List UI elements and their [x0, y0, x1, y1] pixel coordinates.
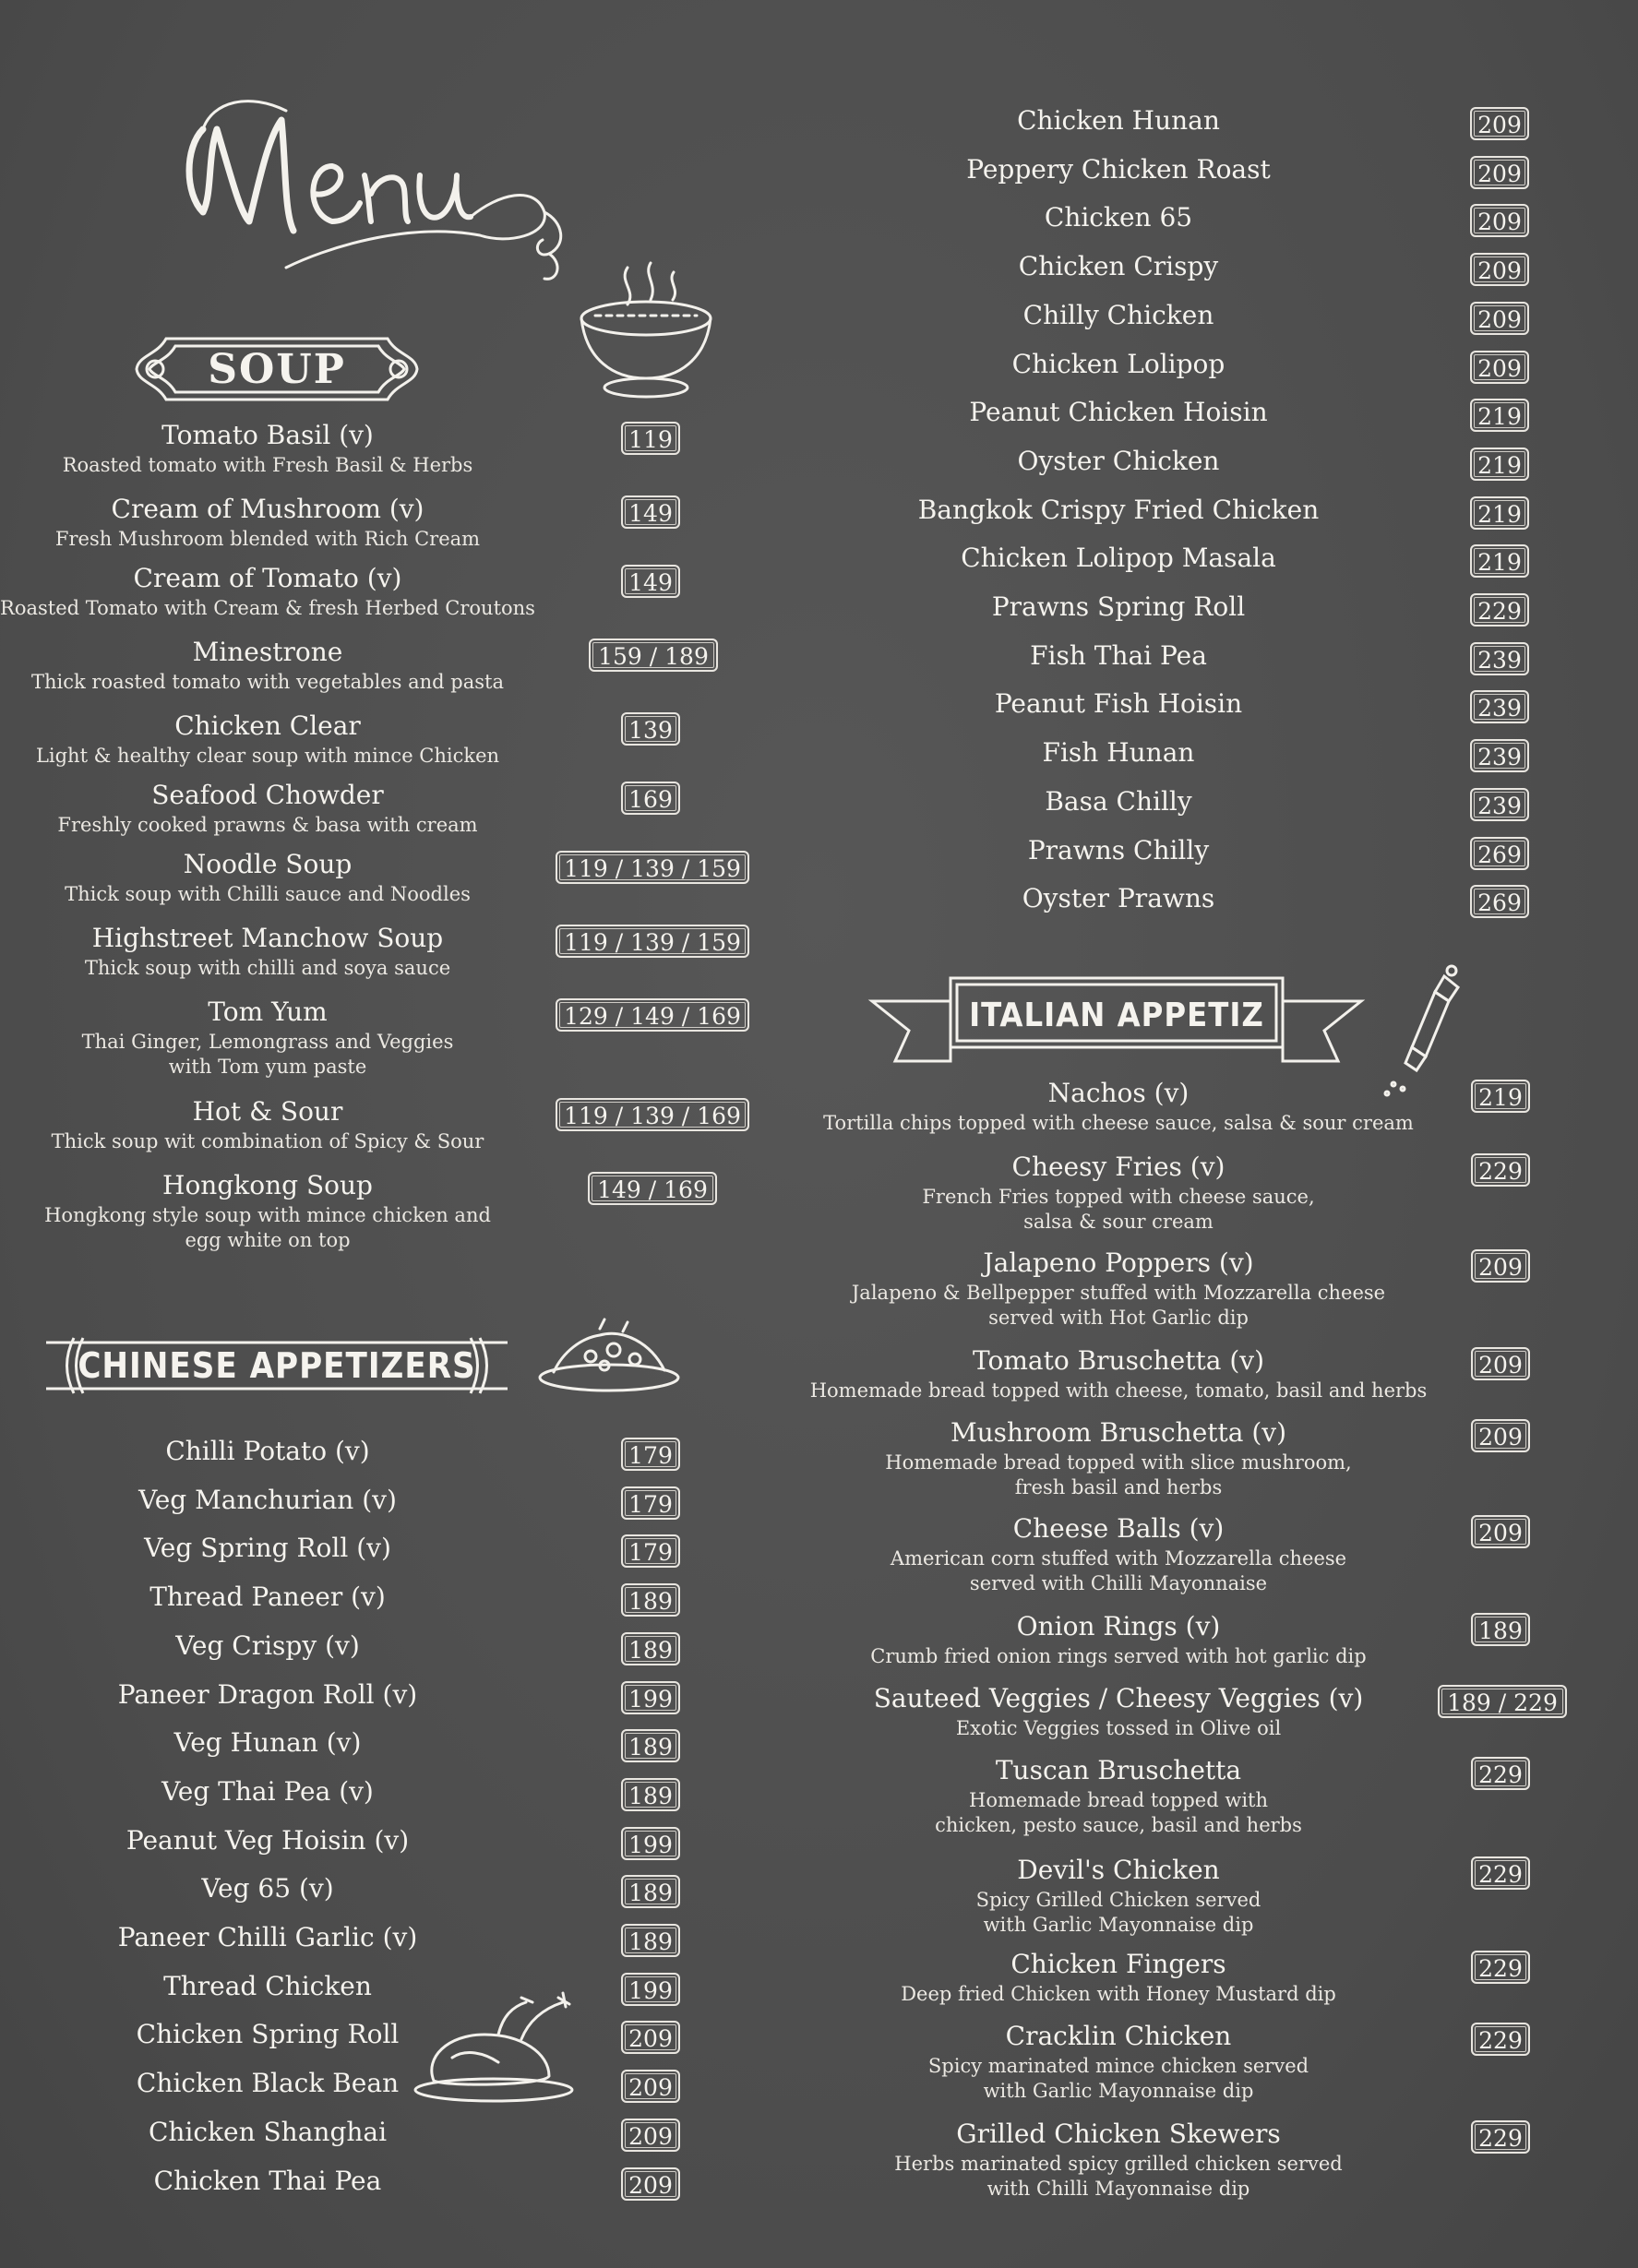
item-price: 169 — [621, 782, 680, 815]
item-name: Chicken Clear — [174, 710, 361, 741]
soup-section-title: SOUP — [208, 345, 346, 393]
item-description: Hongkong style soup with mince chicken and — [44, 1204, 491, 1226]
item-name: Tomato Basil (v) — [161, 420, 374, 450]
item-name: Veg Manchurian (v) — [138, 1485, 397, 1515]
item-description: with Garlic Mayonnaise dip — [983, 1914, 1254, 1936]
item-price: 179 — [621, 1534, 680, 1568]
item-price: 149 — [621, 565, 680, 598]
item-name: Prawns Chilly — [1027, 835, 1210, 865]
chinese-section-header — [37, 1329, 517, 1403]
item-name: Mushroom Bruschetta (v) — [950, 1417, 1287, 1448]
item-description: Tortilla chips topped with cheese sauce, salsa & sour cream — [823, 1112, 1414, 1134]
item-name: Tom Yum — [208, 997, 328, 1027]
item-price: 209 — [1470, 204, 1529, 237]
item-price: 119 / 139 / 159 — [556, 851, 749, 884]
item-price: 229 — [1471, 2120, 1530, 2154]
item-name: Sauteed Veggies / Cheesy Veggies (v) — [873, 1683, 1364, 1713]
item-name: Veg Crispy (v) — [175, 1630, 360, 1661]
item-name: Onion Rings (v) — [1016, 1611, 1221, 1641]
item-price: 219 — [1470, 448, 1529, 481]
item-name: Veg Thai Pea (v) — [161, 1776, 374, 1807]
item-name: Prawns Spring Roll — [991, 591, 1246, 622]
item-description: Roasted Tomato with Cream & fresh Herbed Croutons — [0, 597, 535, 619]
item-description: Thick soup with chilli and soya sauce — [84, 957, 451, 979]
item-name: Chicken Spring Roll — [136, 2019, 400, 2049]
item-description: served with Chilli Mayonnaise — [969, 1572, 1268, 1594]
item-description: Fresh Mushroom blended with Rich Cream — [54, 528, 481, 550]
item-description: Homemade bread topped with slice mushroom, — [885, 1451, 1352, 1474]
item-name: Chicken Shanghai — [148, 2117, 388, 2147]
item-price: 209 — [1471, 1419, 1530, 1452]
item-description: Thick roasted tomato with vegetables and pasta — [31, 671, 504, 693]
item-price: 269 — [1470, 885, 1529, 918]
item-description: Light & healthy clear soup with mince Chicken — [35, 745, 500, 767]
menu-script-icon — [175, 83, 591, 286]
item-description: Exotic Veggies tossed in Olive oil — [955, 1717, 1282, 1739]
item-price: 209 — [1471, 1249, 1530, 1283]
chinese-section-title: CHINESE APPETIZERS — [78, 1345, 476, 1386]
item-name: Chicken 65 — [1044, 202, 1193, 233]
item-price: 199 — [621, 1827, 680, 1860]
item-price: 209 — [621, 2119, 680, 2152]
item-description: egg white on top — [185, 1229, 351, 1251]
item-description: Thick soup wit combination of Spicy & Sour — [51, 1130, 484, 1152]
item-price: 189 — [621, 1875, 680, 1908]
item-name: Chilly Chicken — [1022, 300, 1214, 330]
item-price: 189 — [621, 1583, 680, 1617]
item-description: with Chilli Mayonnaise dip — [986, 2178, 1250, 2200]
item-price: 239 — [1470, 739, 1529, 772]
item-name: Devil's Chicken — [1017, 1855, 1220, 1885]
item-name: Chicken Lolipop Masala — [961, 543, 1276, 573]
item-price: 209 — [1470, 253, 1529, 286]
item-description: Thick soup with Chilli sauce and Noodles — [65, 883, 471, 905]
item-price: 139 — [621, 712, 680, 746]
item-price: 209 — [1470, 351, 1529, 384]
item-price: 189 — [621, 1778, 680, 1811]
item-name: Highstreet Manchow Soup — [91, 923, 444, 953]
item-price: 229 — [1471, 1757, 1530, 1790]
item-price: 119 — [621, 422, 680, 455]
item-price: 119 / 139 / 159 — [556, 925, 749, 958]
item-name: Thread Chicken — [163, 1971, 372, 2001]
item-name: Cracklin Chicken — [1005, 2021, 1232, 2051]
item-price: 239 — [1470, 690, 1529, 723]
item-description: Crumb fried onion rings served with hot garlic dip — [870, 1645, 1367, 1667]
item-name: Jalapeno Poppers (v) — [983, 1247, 1254, 1278]
italian-section-header — [867, 973, 1366, 1075]
item-description: chicken, pesto sauce, basil and herbs — [935, 1814, 1302, 1836]
menu-title — [175, 83, 591, 286]
item-price: 209 — [1470, 302, 1529, 335]
item-price: 219 — [1471, 1080, 1530, 1113]
item-price: 209 — [621, 2070, 680, 2103]
item-name: Tomato Bruschetta (v) — [972, 1345, 1265, 1376]
item-price: 209 — [1471, 1347, 1530, 1380]
item-price: 159 / 189 — [589, 639, 718, 672]
soup-bowl-icon — [577, 258, 715, 406]
item-name: Grilled Chicken Skewers — [956, 2119, 1281, 2149]
item-description: Freshly cooked prawns & basa with cream — [57, 814, 478, 836]
item-price: 269 — [1470, 837, 1529, 870]
soup-section-header — [129, 328, 424, 411]
item-description: salsa & sour cream — [1023, 1211, 1214, 1233]
item-price: 229 — [1471, 1951, 1530, 1984]
item-name: Veg 65 (v) — [201, 1873, 334, 1904]
item-price: 179 — [621, 1438, 680, 1471]
item-price: 209 — [621, 2167, 680, 2201]
item-name: Peppery Chicken Roast — [966, 154, 1271, 185]
item-price: 209 — [1470, 156, 1529, 189]
item-price: 209 — [1471, 1515, 1530, 1548]
item-price: 129 / 149 / 169 — [556, 998, 749, 1032]
item-name: Chicken Thai Pea — [153, 2166, 382, 2196]
item-description: Homemade bread topped with cheese, tomato, basil and herbs — [809, 1379, 1428, 1402]
item-name: Thread Paneer (v) — [149, 1582, 386, 1612]
item-name: Noodle Soup — [183, 849, 353, 879]
item-price: 189 — [1471, 1613, 1530, 1646]
item-price: 189 — [621, 1924, 680, 1957]
item-price: 149 — [621, 495, 680, 529]
item-price: 189 / 229 — [1438, 1685, 1567, 1718]
item-price: 209 — [1470, 107, 1529, 140]
item-name: Basa Chilly — [1045, 786, 1192, 817]
item-name: Hot & Sour — [192, 1096, 343, 1127]
item-name: Chilli Potato (v) — [165, 1436, 370, 1466]
item-price: 119 / 139 / 169 — [556, 1098, 749, 1131]
item-price: 229 — [1471, 1856, 1530, 1890]
item-name: Chicken Black Bean — [136, 2068, 400, 2098]
item-name: Chicken Hunan — [1017, 105, 1220, 136]
item-name: Chicken Crispy — [1018, 251, 1219, 281]
item-price: 189 — [621, 1632, 680, 1665]
item-price: 149 / 169 — [588, 1172, 717, 1205]
item-name: Bangkok Crispy Fried Chicken — [917, 495, 1320, 525]
item-name: Seafood Chowder — [151, 780, 384, 810]
item-description: Herbs marinated spicy grilled chicken served — [894, 2153, 1343, 2175]
item-description: American corn stuffed with Mozzarella cheese — [890, 1547, 1347, 1570]
item-name: Minestrone — [192, 637, 343, 667]
item-description: Deep fried Chicken with Honey Mustard dip — [901, 1983, 1336, 2005]
item-description: Jalapeno & Bellpepper stuffed with Mozzarella cheese — [851, 1282, 1386, 1304]
item-name: Oyster Prawns — [1022, 883, 1215, 913]
item-name: Peanut Chicken Hoisin — [969, 397, 1268, 427]
item-description: Spicy marinated mince chicken served — [927, 2055, 1309, 2077]
item-name: Cheesy Fries (v) — [1011, 1152, 1226, 1182]
item-price: 199 — [621, 1973, 680, 2006]
plate-icon — [535, 1315, 683, 1398]
item-price: 239 — [1470, 788, 1529, 821]
item-price: 179 — [621, 1486, 680, 1520]
item-price: 219 — [1470, 544, 1529, 578]
item-price: 229 — [1471, 2023, 1530, 2056]
item-name: Nachos (v) — [1047, 1078, 1190, 1108]
item-description: with Garlic Mayonnaise dip — [983, 2080, 1254, 2102]
item-name: Fish Hunan — [1042, 737, 1195, 768]
item-price: 219 — [1470, 399, 1529, 432]
item-price: 199 — [621, 1681, 680, 1714]
item-description: served with Hot Garlic dip — [988, 1307, 1249, 1329]
item-name: Peanut Fish Hoisin — [994, 688, 1243, 719]
item-description: Spicy Grilled Chicken served — [975, 1889, 1261, 1911]
item-name: Chicken Lolipop — [1011, 349, 1226, 379]
item-price: 219 — [1470, 496, 1529, 530]
italian-section-title: ITALIAN APPETIZ — [969, 996, 1264, 1034]
item-name: Cream of Tomato (v) — [133, 563, 402, 593]
item-name: Peanut Veg Hoisin (v) — [126, 1825, 410, 1856]
item-description: French Fries topped with cheese sauce, — [922, 1186, 1315, 1208]
item-name: Paneer Chilli Garlic (v) — [117, 1922, 418, 1952]
item-name: Cream of Mushroom (v) — [111, 494, 424, 524]
item-price: 189 — [621, 1729, 680, 1762]
item-name: Chicken Fingers — [1010, 1949, 1226, 1979]
item-description: Homemade bread topped with — [969, 1789, 1268, 1811]
item-name: Fish Thai Pea — [1030, 640, 1207, 671]
item-name: Hongkong Soup — [162, 1170, 373, 1200]
item-name: Veg Spring Roll (v) — [144, 1533, 391, 1563]
item-description: fresh basil and herbs — [1014, 1476, 1223, 1498]
item-name: Tuscan Bruschetta — [995, 1755, 1242, 1785]
item-name: Cheese Balls (v) — [1012, 1513, 1225, 1544]
item-name: Veg Hunan (v) — [173, 1727, 362, 1758]
item-price: 229 — [1471, 1153, 1530, 1187]
item-description: Roasted tomato with Fresh Basil & Herbs — [62, 454, 473, 476]
item-name: Oyster Chicken — [1017, 446, 1220, 476]
item-name: Paneer Dragon Roll (v) — [117, 1679, 418, 1710]
item-description: Thai Ginger, Lemongrass and Veggies — [81, 1031, 454, 1053]
item-price: 229 — [1470, 593, 1529, 627]
item-description: with Tom yum paste — [168, 1056, 367, 1078]
item-price: 239 — [1470, 642, 1529, 675]
item-price: 209 — [621, 2021, 680, 2054]
